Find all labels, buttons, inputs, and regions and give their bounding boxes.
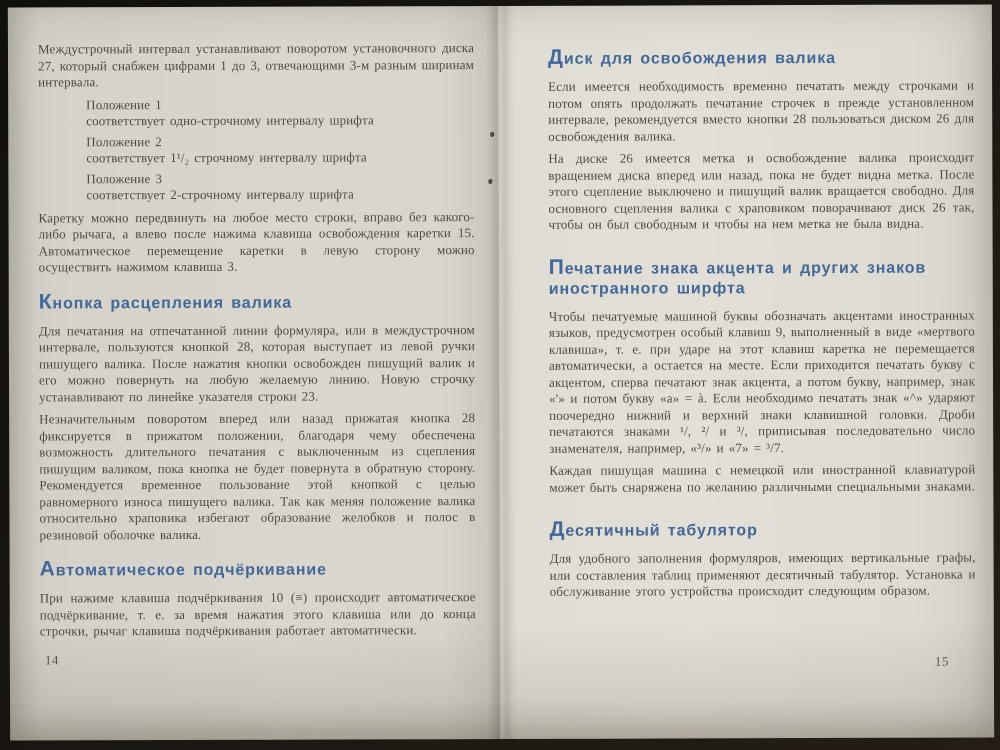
list-item	[86, 96, 474, 130]
decimal-tabulator-paragraph: Для удобного заполнения формуляров, имеющих вертикальные графы, или составления таблиц применяют десятичный табулятор. Установка и обслуживание этого устройства происходит следующим образом.	[549, 549, 976, 599]
accent-paragraph-2: Каждая пишущая машина с немецкой или иностранной клавиатурой может быть снаряжена по желанию различными специальными знаками.	[549, 461, 976, 495]
roller-disc-paragraph-2: На диске 26 имеется метка и освобождение валика происходит вращением диска вперед или назад, пока не будет видна метка. После этого сцепление выключено и пишущий валик вращается свободно. Для основного сцепления валика с храповиком поворачивают диск 26 так, чтобы он был свободным и чтобы на нем метка не была видна.	[548, 149, 975, 232]
intro-paragraph: Междустрочный интервал устанавливают поворотом установочного диска 27, который снабжен цифрами 1 до 3, отвечающими 3-м разным ширинам интервала.	[37, 40, 475, 90]
page-14	[38, 40, 476, 646]
interval-positions-list	[86, 96, 474, 204]
staple-bottom	[488, 179, 492, 184]
spine-crease	[485, 6, 513, 739]
position-title: Положение 3	[86, 170, 163, 186]
heading-release-button: Кнопка расцепления валика	[38, 289, 293, 313]
page-number-15: 15	[934, 653, 949, 669]
auto-underline-paragraph: При нажиме клавиша подчёркивания 10 (≡) происходит автоматическое подчёркивание, т. е. за время нажатия этого клавиша или до конца строчки, рычаг клавиша подчёркивания работает автоматически.	[39, 589, 476, 639]
list-item	[86, 170, 474, 204]
release-button-paragraph-1: Для печатания на отпечатанной линии формуляра, или в междустрочном интервале, пользуются кнопкой 28, которая выступает из левой ручки пишущего валика. После нажатия кнопки освобожден пишущий валик и его можно повернуть на любую желаемую линию. Новую строчку устанавливают по линейке указателя строки 23.	[38, 321, 476, 404]
heading-roller-disc: Диск для освобождения валика	[547, 45, 836, 69]
accent-paragraph-1: Чтобы печатуемые машиной буквы обозначать акцентами иностранных языков, предусмотрен особый клавиш 9, выполненный в виде «мертвого клавиша», т. е. при ударе на этот клавиш каретка не перемещается автоматически, а остается на месте. Если приходится печатать букву с акцентом, сперва печатают знак акцента, а потом букву, например, знак «'» и потом букву «а» = à. Если необходимо печатать знак «^» ударяют поочередно нижний и верхний знаки клавишной головки. Дроби печатаются знаками ¹/, ²/ и ³/, приписывая последовательно число знаменателя, например, «³/» и «7» = ³/7.	[548, 307, 976, 456]
heading-accent-signs: Печатание знака акцента и других знаков иностранного ширфта	[548, 255, 927, 298]
staple-top	[490, 132, 494, 137]
page-number-14: 14	[44, 652, 59, 668]
heading-decimal-tabulator: Десятичный табулятор	[549, 517, 758, 541]
position-title: Положение 1	[86, 96, 162, 112]
position-desc: соответствует 2-строчному интервалу шрифта	[86, 186, 354, 203]
book-spread	[8, 4, 994, 740]
position-desc: соответствует одно-строчному интервалу шрифта	[86, 112, 374, 129]
page-15	[548, 39, 976, 607]
release-button-paragraph-2: Незначительным поворотом вперед или назад прижатая кнопка 28 фиксируется в прижатом положении, благодаря чему обеспечена возможность длительного печатания с выключенным из сцепления пишущим валиком, пока кнопка не будет повернута в обратную сторону. Рекомендуется временное пользование этой кнопкой с целью равномерного износа пишущего валика. Так как меняя положение валика относительно храповика избегают образование желобков и полос в резиновой оболочке валика.	[39, 410, 476, 542]
heading-auto-underline: Автоматическое подчёркивание	[39, 557, 327, 581]
carriage-paragraph: Каретку можно передвинуть на любое место строки, вправо без какого-либо рычага, а влево после нажима клавиша освобождения каретки 15. Автоматическое перемещение каретки в левую сторону можно осуществить нажимом клавиша 3.	[38, 208, 475, 275]
list-item	[86, 133, 474, 167]
roller-disc-paragraph-1: Если имеется необходимость временно печатать между строчками и потом опять продолжать печатание строчек в прежде установленном интервале, рекомендуется вместо кнопки 28 пользоваться диском 26 для освобождения валика.	[548, 77, 975, 144]
position-title: Положение 2	[86, 133, 162, 149]
position-desc: соответствует 1¹/₂ строчному интервалу шрифта	[86, 149, 367, 166]
